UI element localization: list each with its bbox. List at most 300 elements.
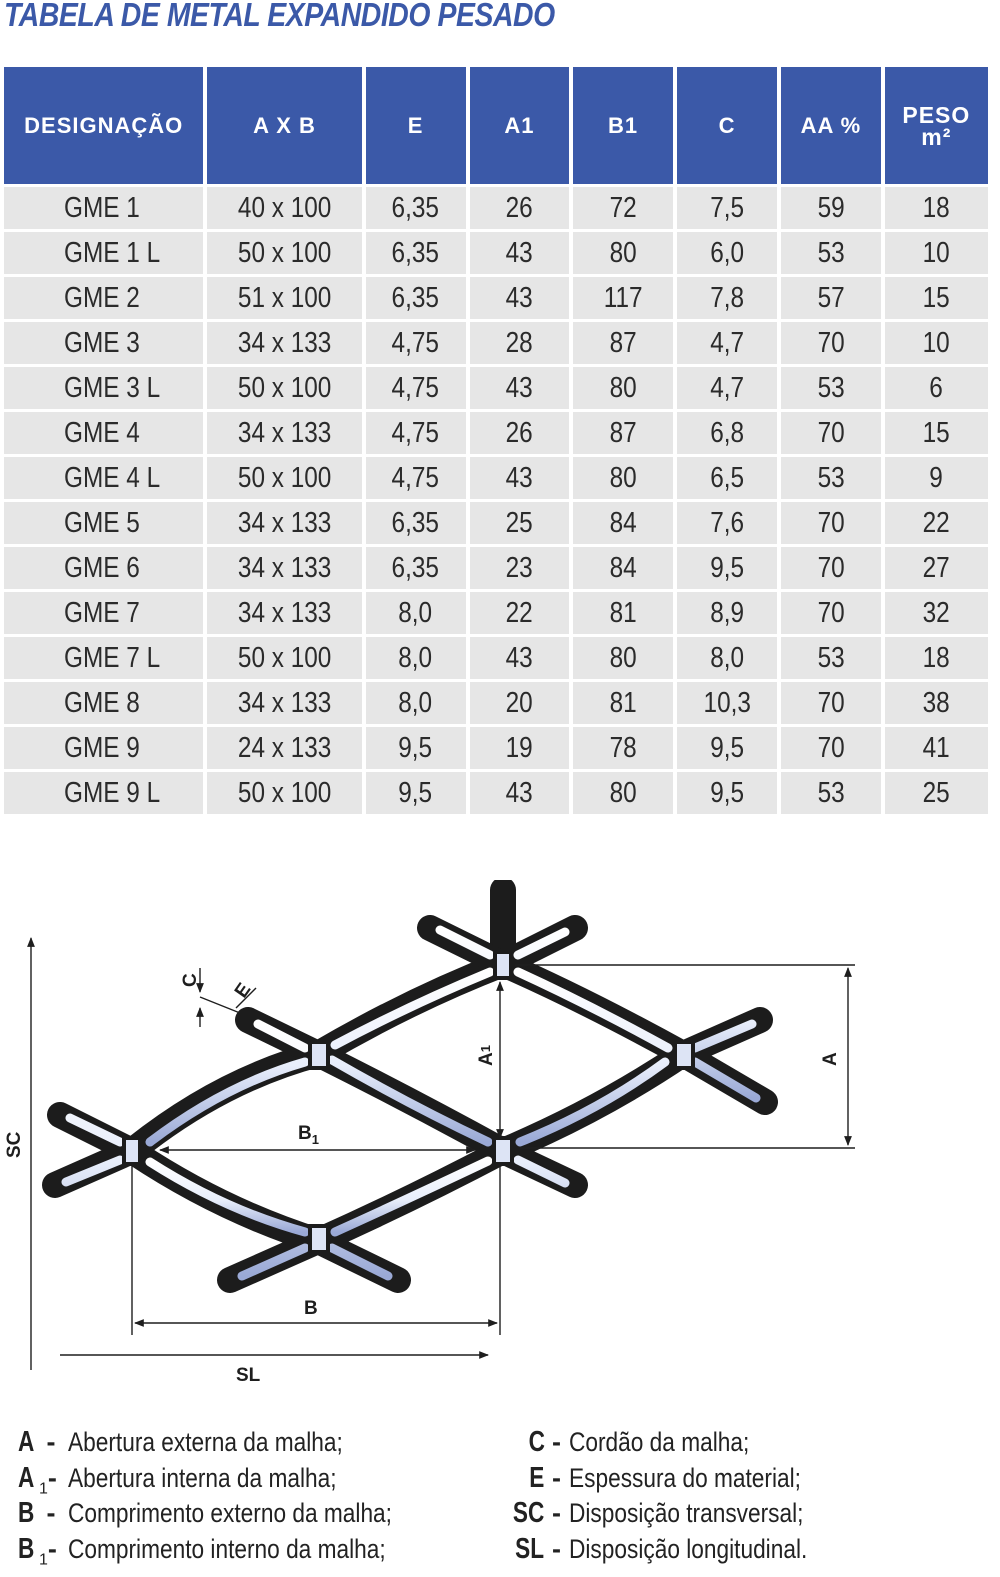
cell-value: 4,75 xyxy=(391,461,440,494)
table-row xyxy=(4,412,988,454)
table-body xyxy=(4,187,988,814)
cell-peso xyxy=(885,367,988,409)
cell-peso xyxy=(885,322,988,364)
cell-value: 32 xyxy=(922,596,950,629)
cell-aa xyxy=(781,637,881,679)
cell-value: 7,5 xyxy=(710,191,744,224)
cell-peso xyxy=(885,277,988,319)
label-a1 xyxy=(476,1045,497,1066)
cell-axb xyxy=(207,727,361,769)
cell-aa xyxy=(781,367,881,409)
cell-axb xyxy=(207,457,361,499)
cell-value: 9,5 xyxy=(710,776,744,809)
cell-value: 70 xyxy=(817,551,845,584)
legend-text: Abertura externa da malha; xyxy=(67,1427,343,1457)
cell-value: 40 x 100 xyxy=(237,191,332,224)
cell-value: 19 xyxy=(505,731,533,764)
cell-a1 xyxy=(470,457,570,499)
cell-value: 41 xyxy=(922,731,950,764)
cell-value: 18 xyxy=(922,641,950,674)
legend-key-sub: 1 xyxy=(38,1550,48,1568)
cell-e xyxy=(366,187,466,229)
cell-peso xyxy=(885,232,988,274)
cell-b1 xyxy=(573,502,673,544)
mesh-strands xyxy=(55,890,765,1280)
legend-key: SL xyxy=(515,1532,545,1565)
cell-c xyxy=(677,277,777,319)
cell-axb xyxy=(207,682,361,724)
cell-value: 8,9 xyxy=(710,596,744,629)
cell-value: 80 xyxy=(609,776,637,809)
cell-value: 80 xyxy=(609,461,637,494)
cell-e xyxy=(366,682,466,724)
table-row xyxy=(4,592,988,634)
cell-axb xyxy=(207,232,361,274)
cell-designacao xyxy=(4,232,203,274)
cell-aa xyxy=(781,412,881,454)
cell-value: 50 x 100 xyxy=(237,461,332,494)
cell-aa xyxy=(781,277,881,319)
cell-peso xyxy=(885,682,988,724)
cell-value: GME 7 L xyxy=(64,641,161,674)
cell-peso xyxy=(885,547,988,589)
cell-designacao xyxy=(4,547,203,589)
cell-value: 84 xyxy=(609,506,637,539)
legend-text: Espessura do material; xyxy=(568,1462,801,1493)
cell-value: 6,35 xyxy=(391,506,440,539)
cell-value: 6 xyxy=(929,371,944,404)
cell-c xyxy=(677,727,777,769)
legend-sep: - xyxy=(46,1498,56,1528)
cell-aa xyxy=(781,457,881,499)
cell-e xyxy=(366,232,466,274)
page-title: TABELA DE METAL EXPANDIDO PESADO xyxy=(4,0,555,33)
cell-value: GME 3 L xyxy=(64,371,161,404)
table-row xyxy=(4,232,988,274)
cell-c xyxy=(677,367,777,409)
legend-key-sub: 1 xyxy=(38,1479,48,1497)
table-row xyxy=(4,277,988,319)
cell-value: 70 xyxy=(817,416,845,449)
cell-value: 27 xyxy=(922,551,950,584)
cell-a1 xyxy=(470,727,570,769)
legend-sep: - xyxy=(552,1533,561,1564)
label-b1 xyxy=(298,1123,319,1147)
cell-designacao xyxy=(4,187,203,229)
cell-value: 34 x 133 xyxy=(237,686,332,719)
table-header-row xyxy=(4,67,988,184)
legend-left xyxy=(18,1425,453,1567)
header-b1: B1 xyxy=(573,67,673,184)
cell-value: 34 x 133 xyxy=(237,326,332,359)
cell-value: 57 xyxy=(817,281,845,314)
cell-value: 50 x 100 xyxy=(237,371,332,404)
label-e: E xyxy=(230,979,256,1002)
cell-value: 4,75 xyxy=(391,326,440,359)
cell-value: 43 xyxy=(505,461,533,494)
cell-value: 6,35 xyxy=(391,236,440,269)
legend-item xyxy=(497,1496,852,1532)
legend-key: B xyxy=(18,1532,35,1565)
cell-e xyxy=(366,277,466,319)
cell-value: 34 x 133 xyxy=(237,596,332,629)
legend-item xyxy=(497,1461,852,1497)
cell-c xyxy=(677,412,777,454)
mesh-spec-table xyxy=(0,64,992,817)
cell-value: GME 5 xyxy=(64,506,140,539)
table-row xyxy=(4,367,988,409)
cell-value: 20 xyxy=(505,686,533,719)
cell-value: 80 xyxy=(609,236,637,269)
cell-value: GME 6 xyxy=(64,551,140,584)
cell-axb xyxy=(207,187,361,229)
cell-value: 10,3 xyxy=(703,686,751,719)
cell-value: 24 x 133 xyxy=(237,731,332,764)
table-row xyxy=(4,457,988,499)
cell-b1 xyxy=(573,772,673,814)
header-a1: A1 xyxy=(470,67,570,184)
cell-peso xyxy=(885,457,988,499)
mesh-diagram xyxy=(0,880,1000,1420)
cell-peso xyxy=(885,772,988,814)
cell-c xyxy=(677,772,777,814)
table-row xyxy=(4,547,988,589)
cell-value: 10 xyxy=(922,326,950,359)
cell-b1 xyxy=(573,232,673,274)
legend-key: B xyxy=(18,1497,35,1529)
cell-value: 4,75 xyxy=(391,416,440,449)
cell-value: 70 xyxy=(817,326,845,359)
cell-e xyxy=(366,727,466,769)
cell-value: 87 xyxy=(609,416,637,449)
cell-peso xyxy=(885,187,988,229)
cell-value: 34 x 133 xyxy=(237,551,332,584)
legend-sep: - xyxy=(46,1427,56,1457)
legend-sep: - xyxy=(47,1533,57,1564)
cell-a1 xyxy=(470,682,570,724)
cell-designacao xyxy=(4,457,203,499)
cell-value: 43 xyxy=(505,371,533,404)
cell-value: 59 xyxy=(817,191,845,224)
cell-value: 70 xyxy=(817,596,845,629)
cell-aa xyxy=(781,232,881,274)
legend-key: A xyxy=(18,1426,35,1458)
cell-value: 43 xyxy=(505,236,533,269)
cell-b1 xyxy=(573,637,673,679)
cell-e xyxy=(366,637,466,679)
cell-value: 50 x 100 xyxy=(237,641,332,674)
cell-e xyxy=(366,547,466,589)
cell-e xyxy=(366,322,466,364)
cell-value: GME 1 xyxy=(64,191,140,224)
cell-value: 53 xyxy=(817,236,845,269)
cell-value: 53 xyxy=(817,371,845,404)
table-row xyxy=(4,682,988,724)
cell-e xyxy=(366,772,466,814)
cell-c xyxy=(677,592,777,634)
cell-c xyxy=(677,682,777,724)
cell-value: 38 xyxy=(922,686,950,719)
legend-key: A xyxy=(18,1461,35,1494)
cell-b1 xyxy=(573,187,673,229)
cell-designacao xyxy=(4,412,203,454)
cell-value: GME 4 xyxy=(64,416,140,449)
cell-designacao xyxy=(4,322,203,364)
legend-text: Comprimento externo da malha; xyxy=(67,1498,392,1528)
cell-value: 6,5 xyxy=(710,461,744,494)
label-b1-main: B xyxy=(298,1123,312,1144)
cell-value: GME 3 xyxy=(64,326,140,359)
table-row xyxy=(4,187,988,229)
cell-value: 22 xyxy=(505,596,533,629)
cell-a1 xyxy=(470,547,570,589)
legend-item xyxy=(18,1425,453,1461)
cell-c xyxy=(677,232,777,274)
cell-designacao xyxy=(4,682,203,724)
cell-value: GME 4 L xyxy=(64,461,161,494)
cell-aa xyxy=(781,547,881,589)
cell-b1 xyxy=(573,682,673,724)
cell-value: 15 xyxy=(922,281,950,314)
legend-text: Comprimento interno da malha; xyxy=(67,1533,386,1564)
legend-sep: - xyxy=(552,1498,561,1528)
cell-value: 8,0 xyxy=(710,641,744,674)
cell-designacao xyxy=(4,592,203,634)
cell-value: 28 xyxy=(505,326,533,359)
legend-item xyxy=(18,1496,453,1532)
cell-value: 53 xyxy=(817,776,845,809)
cell-value: 6,8 xyxy=(710,416,744,449)
cell-a1 xyxy=(470,502,570,544)
cell-a1 xyxy=(470,367,570,409)
cell-peso xyxy=(885,727,988,769)
cell-value: 50 x 100 xyxy=(237,776,332,809)
label-a1-main: A xyxy=(476,1052,497,1066)
legend-item xyxy=(497,1532,852,1568)
cell-c xyxy=(677,457,777,499)
label-c: C xyxy=(180,973,201,987)
cell-value: 53 xyxy=(817,641,845,674)
label-a: A xyxy=(820,1052,841,1066)
cell-aa xyxy=(781,727,881,769)
cell-c xyxy=(677,187,777,229)
legend-sep: - xyxy=(47,1462,57,1493)
cell-value: 50 x 100 xyxy=(237,236,332,269)
cell-axb xyxy=(207,592,361,634)
cell-value: 43 xyxy=(505,641,533,674)
cell-value: 80 xyxy=(609,371,637,404)
cell-e xyxy=(366,412,466,454)
table-row xyxy=(4,727,988,769)
cell-e xyxy=(366,457,466,499)
cell-aa xyxy=(781,187,881,229)
cell-value: 8,0 xyxy=(398,686,433,719)
cell-value: 26 xyxy=(505,416,533,449)
cell-b1 xyxy=(573,367,673,409)
cell-axb xyxy=(207,277,361,319)
cell-value: 9,5 xyxy=(398,731,433,764)
cell-b1 xyxy=(573,592,673,634)
cell-value: 9,5 xyxy=(710,551,744,584)
legend-text: Cordão da malha; xyxy=(568,1427,749,1457)
cell-designacao xyxy=(4,502,203,544)
legend-item xyxy=(18,1532,453,1568)
cell-value: 117 xyxy=(603,281,643,314)
cell-axb xyxy=(207,637,361,679)
cell-b1 xyxy=(573,322,673,364)
cell-value: GME 2 xyxy=(64,281,140,314)
cell-value: 6,35 xyxy=(391,281,440,314)
cell-value: 70 xyxy=(817,686,845,719)
cell-value: 72 xyxy=(609,191,637,224)
cell-designacao xyxy=(4,772,203,814)
cell-axb xyxy=(207,412,361,454)
cell-axb xyxy=(207,547,361,589)
cell-value: 8,0 xyxy=(398,596,433,629)
cell-value: 43 xyxy=(505,281,533,314)
cell-c xyxy=(677,637,777,679)
cell-value: 6,35 xyxy=(391,551,440,584)
label-sc: SC xyxy=(4,1131,25,1158)
cell-value: 9,5 xyxy=(398,776,433,809)
legend-key: C xyxy=(528,1426,545,1458)
header-peso xyxy=(885,67,988,184)
cell-b1 xyxy=(573,727,673,769)
cell-value: 6,35 xyxy=(391,191,440,224)
cell-value: 4,75 xyxy=(391,371,440,404)
cell-aa xyxy=(781,322,881,364)
cell-designacao xyxy=(4,727,203,769)
mesh-diagram-svg xyxy=(0,880,1000,1420)
cell-a1 xyxy=(470,232,570,274)
cell-value: 25 xyxy=(505,506,533,539)
cell-aa xyxy=(781,592,881,634)
cell-value: 51 x 100 xyxy=(237,281,332,314)
cell-a1 xyxy=(470,412,570,454)
cell-b1 xyxy=(573,277,673,319)
cell-value: 80 xyxy=(609,641,637,674)
legend-sep: - xyxy=(552,1427,561,1457)
cell-a1 xyxy=(470,637,570,679)
cell-designacao xyxy=(4,367,203,409)
cell-value: 84 xyxy=(609,551,637,584)
cell-e xyxy=(366,592,466,634)
cell-a1 xyxy=(470,772,570,814)
legend-text: Disposição longitudinal. xyxy=(568,1533,807,1564)
cell-value: 9,5 xyxy=(710,731,744,764)
legend-item xyxy=(18,1461,453,1497)
header-e: E xyxy=(366,67,466,184)
cell-value: 81 xyxy=(609,686,637,719)
legend-item xyxy=(497,1425,852,1461)
table-row xyxy=(4,502,988,544)
cell-a1 xyxy=(470,277,570,319)
cell-value: GME 8 xyxy=(64,686,140,719)
cell-aa xyxy=(781,502,881,544)
label-a1-sub: 1 xyxy=(478,1045,493,1053)
cell-value: 7,8 xyxy=(710,281,744,314)
legend-text: Abertura interna da malha; xyxy=(67,1462,337,1493)
cell-value: 10 xyxy=(922,236,950,269)
cell-value: 53 xyxy=(817,461,845,494)
cell-value: 34 x 133 xyxy=(237,506,332,539)
header-designacao: DESIGNAÇÃO xyxy=(4,67,203,184)
cell-value: 23 xyxy=(505,551,533,584)
header-peso-line2: m² xyxy=(921,123,952,150)
cell-peso xyxy=(885,412,988,454)
cell-value: 78 xyxy=(609,731,637,764)
cell-value: 4,7 xyxy=(710,371,744,404)
cell-value: 9 xyxy=(929,461,944,494)
cell-axb xyxy=(207,502,361,544)
header-axb: A X B xyxy=(207,67,361,184)
cell-peso xyxy=(885,502,988,544)
cell-b1 xyxy=(573,547,673,589)
cell-c xyxy=(677,547,777,589)
cell-aa xyxy=(781,682,881,724)
cell-value: 34 x 133 xyxy=(237,416,332,449)
header-aa: AA % xyxy=(781,67,881,184)
table-row xyxy=(4,772,988,814)
label-b1-sub: 1 xyxy=(311,1132,319,1147)
cell-b1 xyxy=(573,412,673,454)
cell-value: GME 7 xyxy=(64,596,140,629)
legend-right xyxy=(497,1425,852,1567)
cell-value: 70 xyxy=(817,731,845,764)
cell-value: 7,6 xyxy=(710,506,744,539)
cell-peso xyxy=(885,637,988,679)
cell-axb xyxy=(207,772,361,814)
cell-value: 43 xyxy=(505,776,533,809)
header-peso-line1: PESO xyxy=(902,101,971,128)
cell-a1 xyxy=(470,187,570,229)
cell-c xyxy=(677,322,777,364)
cell-aa xyxy=(781,772,881,814)
cell-value: 87 xyxy=(609,326,637,359)
cell-axb xyxy=(207,367,361,409)
legend-text: Disposição transversal; xyxy=(568,1498,803,1528)
label-sl: SL xyxy=(236,1365,261,1386)
cell-value: 81 xyxy=(609,596,637,629)
cell-value: 26 xyxy=(505,191,533,224)
cell-value: GME 9 L xyxy=(64,776,161,809)
cell-value: GME 1 L xyxy=(64,236,161,269)
cell-c xyxy=(677,502,777,544)
cell-e xyxy=(366,367,466,409)
legend-key: E xyxy=(529,1461,545,1494)
cell-peso xyxy=(885,592,988,634)
cell-value: GME 9 xyxy=(64,731,140,764)
legend-sep: - xyxy=(552,1462,561,1493)
cell-value: 18 xyxy=(922,191,950,224)
cell-value: 15 xyxy=(922,416,950,449)
cell-value: 6,0 xyxy=(710,236,744,269)
cell-value: 25 xyxy=(922,776,950,809)
cell-value: 8,0 xyxy=(398,641,433,674)
label-b: B xyxy=(304,1298,318,1319)
legend-key: SC xyxy=(513,1497,545,1529)
cell-axb xyxy=(207,322,361,364)
header-c: C xyxy=(677,67,777,184)
cell-designacao xyxy=(4,277,203,319)
cell-value: 22 xyxy=(922,506,950,539)
cell-value: 70 xyxy=(817,506,845,539)
cell-e xyxy=(366,502,466,544)
cell-a1 xyxy=(470,322,570,364)
cell-designacao xyxy=(4,637,203,679)
cell-b1 xyxy=(573,457,673,499)
cell-value: 4,7 xyxy=(710,326,744,359)
